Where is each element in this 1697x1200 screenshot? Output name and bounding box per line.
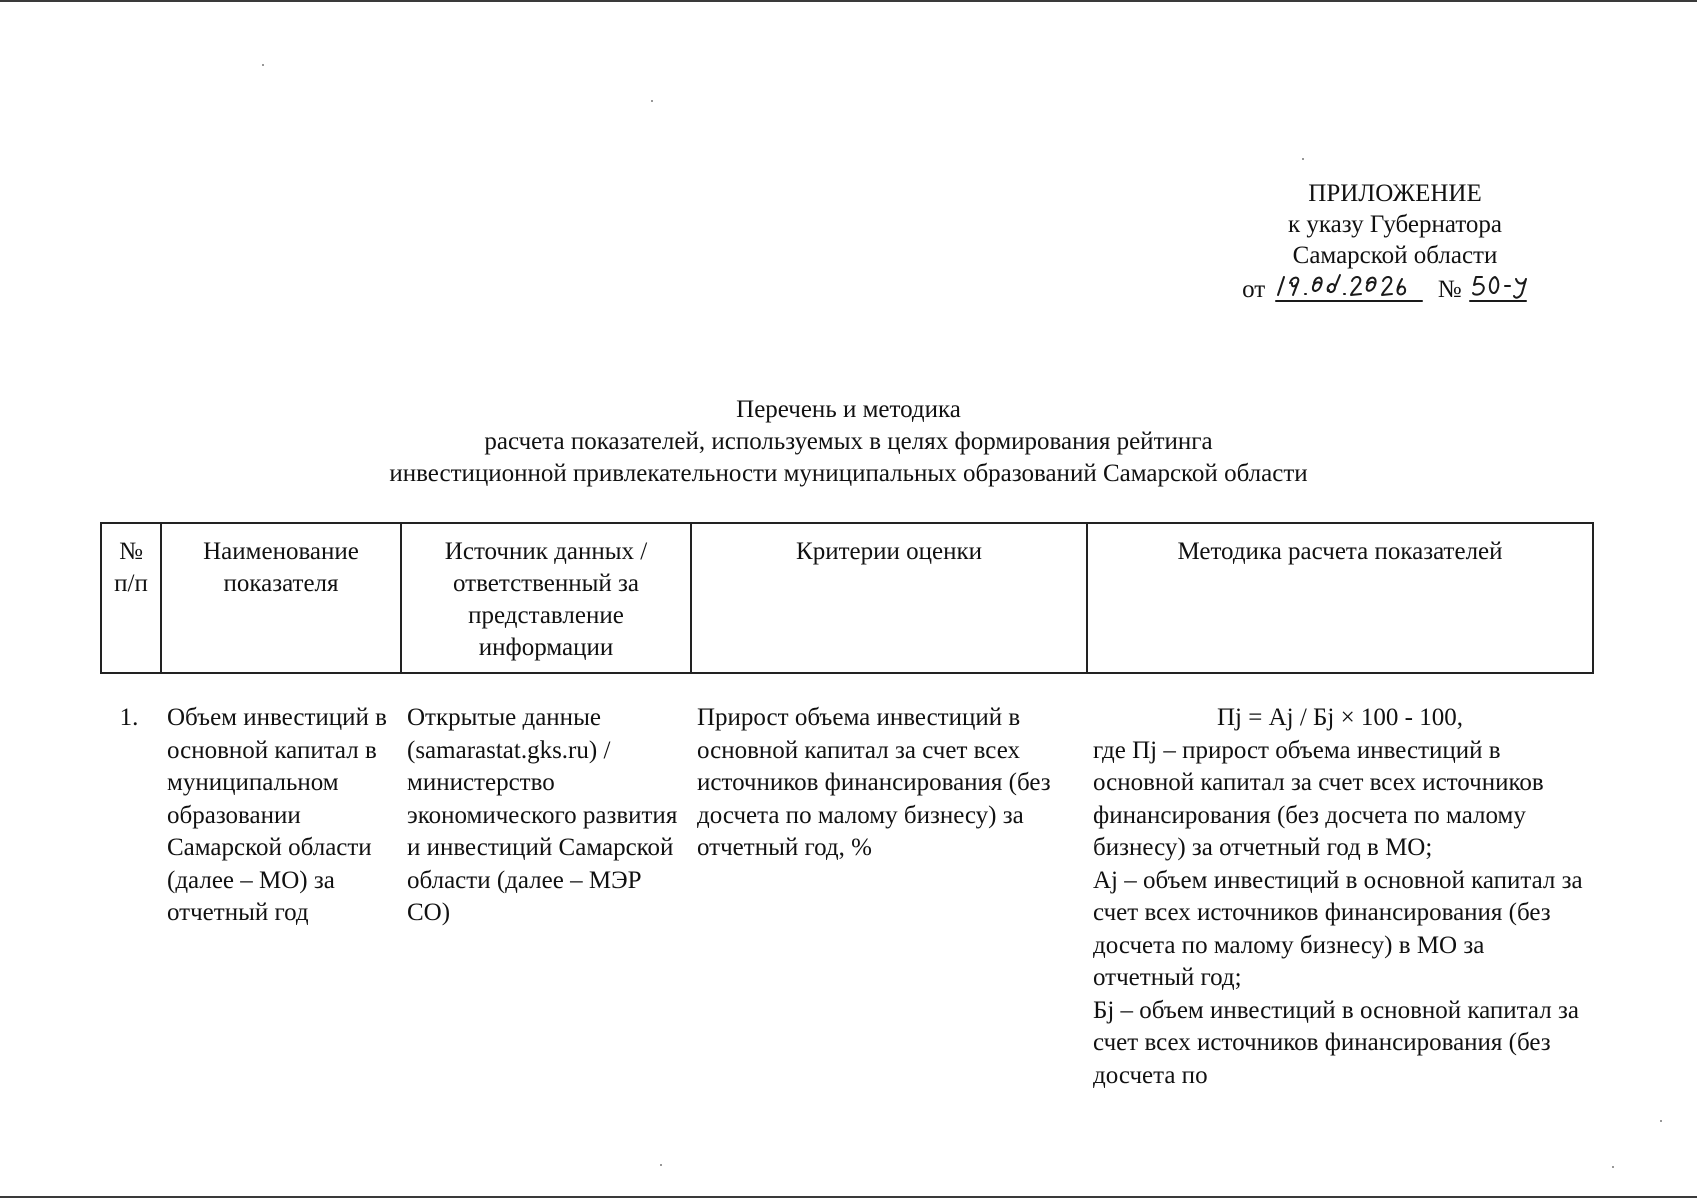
methodology-line-b: Бj – объем инвестиций в основной капитал за счет всех источников финансирования (без досчета по [1093, 996, 1579, 1089]
scan-border-top [0, 0, 1697, 2]
table-row [101, 673, 1593, 1092]
appendix-line-1: к указу Губернатора [1287, 211, 1503, 238]
methodology-line-p: где Пj – прирост объема инвестиций в основной капитал за счет всех источников финансирования (без досчета по малому бизнесу) за отчетный год в МО; [1093, 736, 1544, 861]
document-title-line-2: расчета показателей, используемых в целях формирования рейтинга [484, 428, 1213, 455]
methodology [1087, 673, 1593, 1092]
table-body [101, 673, 1593, 1092]
header-criteria: Критерии оценки [691, 523, 1087, 673]
indicators-table [100, 522, 1594, 1092]
evaluation-criteria: Прирост объема инвестиций в основной капитал за счет всех источников финансирования (без досчета по малому бизнесу) за отчетный год, % [697, 704, 1051, 861]
scan-speck [262, 64, 264, 66]
indicator-name: Объем инвестиций в основной капитал в муниципальном образовании Самарской области (далее – МО) за отчетный год [167, 704, 387, 926]
appendix-line-2: Самарской области [1292, 242, 1498, 269]
scan-speck [1660, 1120, 1662, 1122]
scan-speck [1612, 1166, 1614, 1168]
appendix-header [1230, 178, 1560, 305]
table-header [101, 523, 1593, 673]
handwritten-number [1468, 271, 1548, 303]
table-header-row [101, 523, 1593, 673]
date-prefix: от [1242, 276, 1266, 303]
appendix-date-line [1230, 271, 1560, 305]
header-number: № п/п [101, 523, 161, 673]
document-title-line-1: Перечень и методика [736, 396, 961, 423]
header-methodology: Методика расчета показателей [1087, 523, 1593, 673]
document-title-line-3: инвестиционной привлекательности муниципальных образований Самарской области [389, 460, 1308, 487]
scan-speck [660, 1164, 662, 1166]
scan-border-bottom [0, 1196, 1697, 1198]
methodology-line-a: Аj – объем инвестиций в основной капитал за счет всех источников финансирования (без досчета по малому бизнесу) в МО за отчетный год; [1093, 866, 1583, 991]
handwritten-date [1272, 271, 1432, 303]
header-indicator-name: Наименование показателя [161, 523, 401, 673]
formula: Пj = Аj / Бj × 100 - 100, [1216, 704, 1464, 731]
header-data-source: Источник данных / ответственный за представление информации [401, 523, 691, 673]
number-prefix: № [1437, 276, 1462, 303]
data-source: Открытые данные (samarastat.gks.ru) / министерство экономического развития и инвестиций Самарской области (далее – МЭР СО) [407, 704, 678, 926]
document-title [200, 394, 1497, 490]
row-number: 1. [119, 704, 139, 731]
appendix-title: ПРИЛОЖЕНИЕ [1308, 180, 1482, 207]
scan-speck [651, 100, 653, 102]
scan-speck [1302, 158, 1304, 160]
